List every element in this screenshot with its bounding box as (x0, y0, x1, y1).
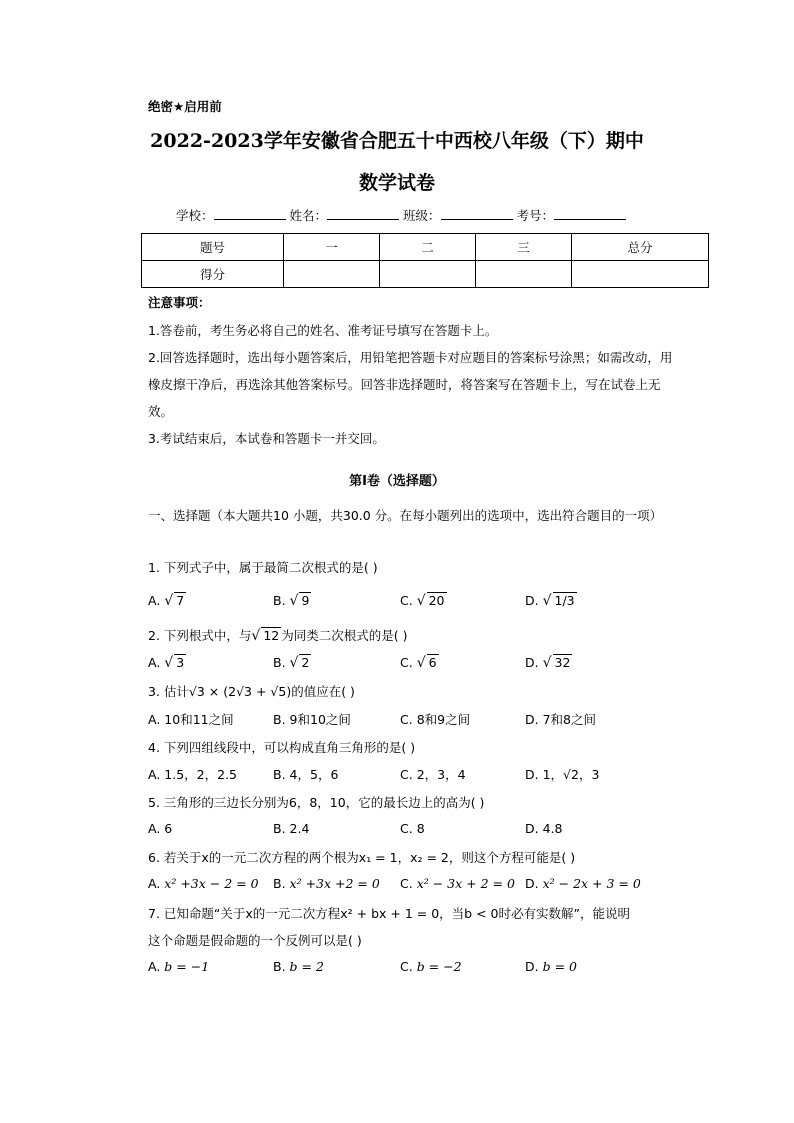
option-b[interactable]: B. 2.4 (273, 821, 310, 836)
option-b[interactable]: B. b = 2 (273, 959, 324, 974)
option-c[interactable]: C. 8和9之间 (400, 712, 471, 727)
option-a[interactable]: A. 1.5，2，2.5 (148, 767, 238, 782)
option-d[interactable]: D. 1，√2，3 (525, 767, 600, 782)
option-d[interactable]: D. 7和8之间 (525, 712, 596, 727)
question-stem-continued: 这个命题是假命题的一个反例可以是( ) (148, 933, 362, 948)
option-c[interactable]: C. √ 6 (400, 655, 437, 671)
option-d[interactable]: D. b = 0 (525, 959, 577, 974)
exam-subtitle: 数学试卷 (358, 172, 435, 194)
option-d[interactable]: D. √ 32 (525, 655, 571, 671)
score-table-header-row (142, 234, 709, 261)
score-cell[interactable] (476, 261, 572, 288)
score-row-label: 得分 (142, 261, 284, 288)
option-a[interactable]: A. 6 (148, 821, 173, 836)
option-b[interactable]: B. 9和10之间 (273, 712, 351, 727)
option-d[interactable]: D. x² − 2x + 3 = 0 (525, 876, 641, 891)
class-label: 班级： (403, 208, 441, 223)
option-c[interactable]: C. 8 (400, 821, 425, 836)
note-item: 3.考试结束后，本试卷和答题卡一并交回。 (148, 431, 385, 446)
number-label: 考号： (516, 208, 555, 223)
section-instruction: 一、选择题（本大题共10 小题，共30.0 分。在每小题列出的选项中，选出符合题目的一项） (148, 508, 663, 523)
exam-title: 2022-2023学年安徽省合肥五十中西校八年级（下）期中 (150, 130, 644, 152)
option-b[interactable]: B. √ 9 (273, 593, 310, 609)
question-stem: 2. 下列根式中，与√ 12 为同类二次根式的是( ) (148, 628, 408, 644)
option-c[interactable]: C. 2，3，4 (400, 767, 466, 782)
class-blank[interactable] (441, 208, 513, 220)
score-header-cell: 题号 (142, 234, 284, 261)
question-stem: 7. 已知命题“关于x的一元二次方程x² + bx + 1 = 0，当b < 0时必有实数解”，能说明 (148, 906, 630, 921)
student-info-row (176, 206, 626, 224)
option-b[interactable]: B. 4，5，6 (273, 767, 339, 782)
question-stem: 1. 下列式子中，属于最简二次根式的是( ) (148, 560, 378, 575)
number-blank[interactable] (554, 208, 626, 220)
option-b[interactable]: B. x² +3x +2 = 0 (273, 876, 380, 891)
school-label: 学校： (176, 208, 214, 223)
note-item: 2.回答选择题时，选出每小题答案后，用铅笔把答题卡对应题目的答案标号涂黑；如需改动，用橡皮擦干净后，再选涂其他答案标号。回答非选择题时，将答案写在答题卡上，写在试卷上无效。 (148, 350, 673, 419)
option-b[interactable]: B. √ 2 (273, 655, 310, 671)
question-stem: 3. 估计√3 × (2√3 + √5)的值应在( ) (148, 684, 355, 699)
option-c[interactable]: C. x² − 3x + 2 = 0 (400, 876, 515, 891)
score-cell[interactable] (380, 261, 476, 288)
section-title: 第Ⅰ卷（选择题） (349, 474, 445, 489)
note-item: 1.答卷前，考生务必将自己的姓名、准考证号填写在答题卡上。 (148, 323, 498, 338)
option-d[interactable]: D. 4.8 (525, 821, 563, 836)
score-header-cell: 二 (380, 234, 476, 261)
name-blank[interactable] (327, 208, 399, 220)
score-header-cell: 一 (284, 234, 380, 261)
option-c[interactable]: C. √ 20 (400, 593, 445, 609)
option-a[interactable]: A. x² +3x − 2 = 0 (148, 876, 259, 891)
option-c[interactable]: C. b = −2 (400, 959, 462, 974)
score-header-cell: 总分 (572, 234, 709, 261)
option-a[interactable]: A. √ 7 (148, 593, 185, 609)
question-stem: 5. 三角形的三边长分别为6，8，10，它的最长边上的高为( ) (148, 795, 485, 810)
option-a[interactable]: A. 10和11之间 (148, 712, 234, 727)
secret-label: 绝密★启用前 (148, 99, 222, 114)
school-blank[interactable] (214, 208, 286, 220)
score-table (141, 233, 709, 288)
score-cell[interactable] (572, 261, 709, 288)
question-stem: 6. 若关于x的一元二次方程的两个根为x₁ = 1，x₂ = 2，则这个方程可能是( ) (148, 850, 576, 865)
score-table-score-row (142, 261, 709, 288)
option-a[interactable]: A. b = −1 (148, 959, 210, 974)
name-label: 姓名： (289, 208, 328, 223)
notes-title: 注意事项： (148, 295, 211, 310)
score-cell[interactable] (284, 261, 380, 288)
score-header-cell: 三 (476, 234, 572, 261)
option-d[interactable]: D. √ 1/3 (525, 593, 575, 609)
question-stem: 4. 下列四组线段中，可以构成直角三角形的是( ) (148, 740, 416, 755)
option-a[interactable]: A. √ 3 (148, 655, 185, 671)
